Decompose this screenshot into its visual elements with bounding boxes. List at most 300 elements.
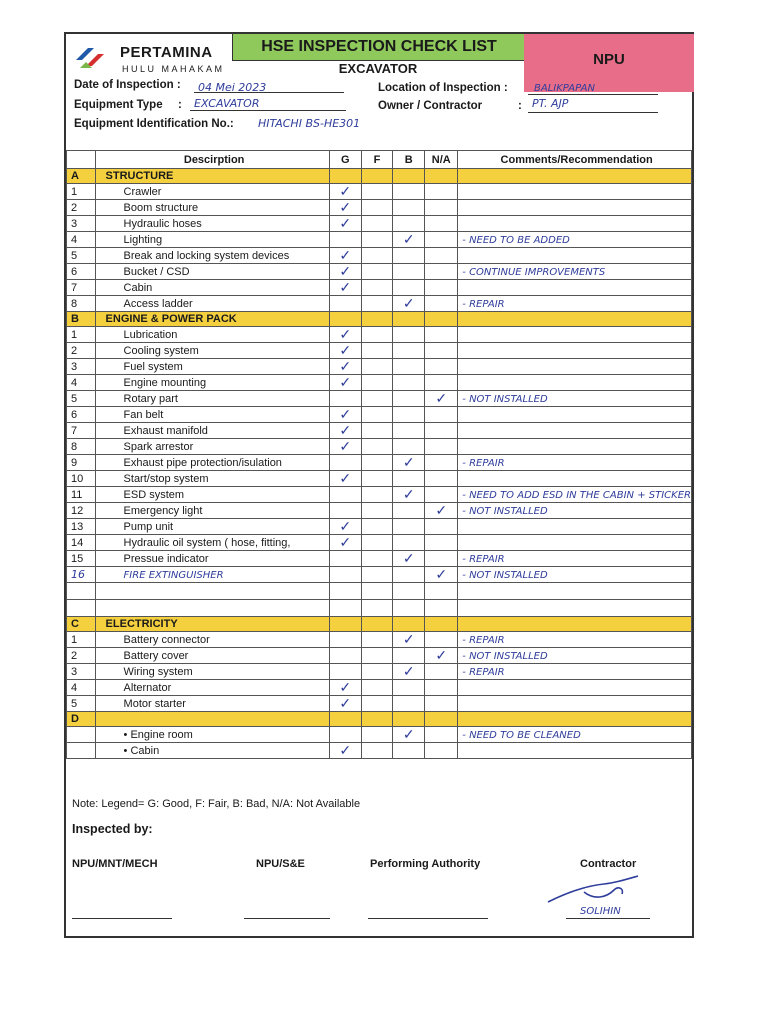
row-number	[67, 600, 96, 617]
table-row	[67, 583, 692, 600]
rating-cell-na[interactable]	[425, 567, 458, 583]
rating-cell-b[interactable]	[393, 583, 425, 600]
row-description	[95, 600, 329, 617]
rating-cell-f[interactable]	[361, 264, 392, 280]
section-filler-cell	[361, 617, 392, 632]
table-row	[67, 407, 692, 423]
table-row	[67, 232, 692, 248]
row-description-text: Fuel system	[123, 360, 183, 373]
rating-cell-g[interactable]	[329, 439, 361, 455]
rating-cell-g[interactable]	[329, 391, 361, 407]
rating-cell-na[interactable]	[425, 632, 458, 648]
table-row	[67, 503, 692, 519]
equipment-id-value: HITACHI BS-HE301	[258, 117, 361, 130]
check-mark-icon: ✓	[339, 422, 352, 438]
check-mark-icon: ✓	[339, 326, 352, 342]
rating-cell-b[interactable]	[393, 423, 425, 439]
row-comment[interactable]	[458, 487, 692, 503]
row-comment[interactable]	[458, 567, 692, 583]
rating-cell-na[interactable]	[425, 391, 458, 407]
rating-cell-b[interactable]	[393, 296, 425, 312]
row-comment[interactable]	[458, 664, 692, 680]
row-description	[95, 407, 329, 423]
rating-cell-na[interactable]	[425, 664, 458, 680]
row-description	[95, 583, 329, 600]
table-row	[67, 264, 692, 280]
row-description-text: Cabin	[123, 281, 153, 294]
row-description-text: • Engine room	[123, 728, 193, 741]
rating-cell-f[interactable]	[361, 280, 392, 296]
row-number: 10	[67, 471, 96, 487]
rating-cell-g[interactable]	[329, 535, 361, 551]
row-description	[95, 264, 329, 280]
table-row	[67, 600, 692, 617]
row-description	[95, 487, 329, 503]
check-mark-icon: ✓	[339, 358, 352, 374]
check-mark-icon: ✓	[339, 183, 352, 199]
table-row	[67, 743, 692, 759]
inspected-by-label: Inspected by:	[72, 822, 153, 836]
rating-cell-g[interactable]	[329, 280, 361, 296]
row-comment[interactable]	[458, 696, 692, 712]
rating-cell-b[interactable]	[393, 648, 425, 664]
row-comment[interactable]	[458, 343, 692, 359]
rating-cell-g[interactable]	[329, 471, 361, 487]
rating-cell-na[interactable]	[425, 423, 458, 439]
rating-cell-f[interactable]	[361, 487, 392, 503]
rating-cell-g[interactable]	[329, 664, 361, 680]
check-mark-icon: ✓	[339, 438, 352, 454]
owner-field[interactable]	[528, 94, 658, 113]
row-description-text: Lighting	[123, 233, 163, 246]
row-number: 16	[67, 567, 96, 583]
row-description-text: Boom structure	[123, 201, 199, 214]
rating-cell-na[interactable]	[425, 600, 458, 617]
row-number: 3	[67, 216, 96, 232]
rating-cell-b[interactable]	[393, 600, 425, 617]
row-comment-text: - REPAIR	[462, 553, 505, 565]
company-subname: HULU MAHAKAM	[122, 64, 225, 74]
row-number: 7	[67, 423, 96, 439]
rating-cell-b[interactable]	[393, 327, 425, 343]
section-filler-cell	[458, 617, 692, 632]
row-number: 5	[67, 696, 96, 712]
signature-line-performing-authority[interactable]	[368, 918, 488, 919]
rating-cell-b[interactable]	[393, 200, 425, 216]
row-description	[95, 680, 329, 696]
row-comment[interactable]	[458, 216, 692, 232]
row-description	[95, 664, 329, 680]
table-row	[67, 216, 692, 232]
rating-cell-na[interactable]	[425, 439, 458, 455]
row-number: 13	[67, 519, 96, 535]
rating-cell-b[interactable]	[393, 359, 425, 375]
check-mark-icon: ✓	[435, 502, 448, 518]
row-comment[interactable]	[458, 680, 692, 696]
form-title: HSE INSPECTION CHECK LIST	[232, 34, 526, 61]
rating-cell-g[interactable]	[329, 359, 361, 375]
row-comment[interactable]	[458, 407, 692, 423]
row-description-text: Access ladder	[123, 297, 193, 310]
rating-cell-f[interactable]	[361, 632, 392, 648]
row-number	[67, 727, 96, 743]
rating-cell-g[interactable]	[329, 648, 361, 664]
row-comment[interactable]	[458, 248, 692, 264]
rating-cell-b[interactable]	[393, 375, 425, 391]
rating-cell-f[interactable]	[361, 471, 392, 487]
row-description	[95, 551, 329, 567]
check-mark-icon: ✓	[339, 199, 352, 215]
row-comment-text: - NOT INSTALLED	[462, 393, 548, 405]
rating-cell-na[interactable]	[425, 200, 458, 216]
rating-cell-na[interactable]	[425, 280, 458, 296]
section-header-row	[67, 617, 692, 632]
rating-cell-f[interactable]	[361, 248, 392, 264]
rating-cell-na[interactable]	[425, 696, 458, 712]
rating-cell-f[interactable]	[361, 184, 392, 200]
rating-cell-b[interactable]	[393, 471, 425, 487]
rating-cell-b[interactable]	[393, 535, 425, 551]
row-comment[interactable]	[458, 632, 692, 648]
row-comment[interactable]	[458, 296, 692, 312]
rating-cell-g[interactable]	[329, 567, 361, 583]
row-number: 1	[67, 327, 96, 343]
rating-cell-f[interactable]	[361, 343, 392, 359]
row-description	[95, 455, 329, 471]
row-number: 6	[67, 407, 96, 423]
rating-cell-f[interactable]	[361, 216, 392, 232]
rating-cell-f[interactable]	[361, 680, 392, 696]
rating-cell-f[interactable]	[361, 439, 392, 455]
rating-cell-g[interactable]	[329, 583, 361, 600]
rating-cell-na[interactable]	[425, 648, 458, 664]
table-row	[67, 727, 692, 743]
section-filler-cell	[329, 617, 361, 632]
rating-cell-f[interactable]	[361, 359, 392, 375]
rating-cell-b[interactable]	[393, 567, 425, 583]
rating-cell-g[interactable]	[329, 232, 361, 248]
row-description-text: Emergency light	[123, 504, 203, 517]
row-comment[interactable]	[458, 519, 692, 535]
signature-line-npu-se[interactable]	[244, 918, 330, 919]
inspection-sheet	[64, 32, 694, 938]
signature-line-npu-mnt-mech[interactable]	[72, 918, 172, 919]
rating-cell-na[interactable]	[425, 727, 458, 743]
section-code: A	[67, 169, 96, 184]
row-description-text: Lubrication	[123, 328, 178, 341]
row-comment[interactable]	[458, 439, 692, 455]
rating-cell-b[interactable]	[393, 248, 425, 264]
check-mark-icon: ✓	[435, 647, 448, 663]
date-label: Date of Inspection :	[74, 79, 181, 91]
rating-cell-b[interactable]	[393, 407, 425, 423]
signature-line-contractor[interactable]	[566, 918, 650, 919]
legend-note: Note: Legend= G: Good, F: Fair, B: Bad, N/A: Not Available	[72, 798, 361, 810]
rating-cell-b[interactable]	[393, 680, 425, 696]
rating-cell-g[interactable]	[329, 407, 361, 423]
rating-cell-b[interactable]	[393, 632, 425, 648]
owner-value: PT. AJP	[532, 97, 569, 110]
rating-cell-g[interactable]	[329, 296, 361, 312]
row-comment[interactable]	[458, 743, 692, 759]
row-comment-text: - REPAIR	[462, 457, 505, 469]
rating-cell-b[interactable]	[393, 743, 425, 759]
rating-cell-na[interactable]	[425, 519, 458, 535]
row-comment[interactable]	[458, 535, 692, 551]
row-comment-text: - CONTINUE IMPROVEMENTS	[462, 266, 606, 278]
rating-cell-na[interactable]	[425, 248, 458, 264]
section-header-row	[67, 712, 692, 727]
rating-cell-f[interactable]	[361, 455, 392, 471]
row-description	[95, 567, 329, 583]
rating-cell-b[interactable]	[393, 551, 425, 567]
row-description-text: Cooling system	[123, 344, 199, 357]
rating-cell-f[interactable]	[361, 567, 392, 583]
rating-cell-na[interactable]	[425, 296, 458, 312]
rating-cell-na[interactable]	[425, 264, 458, 280]
section-filler-cell	[393, 712, 425, 727]
row-description	[95, 359, 329, 375]
rating-cell-b[interactable]	[393, 487, 425, 503]
header-cell: Comments/Recommendation	[458, 151, 692, 169]
row-comment-text: - NEED TO BE ADDED	[462, 234, 570, 246]
row-comment-text: - NEED TO ADD ESD IN THE CABIN + STICKER	[462, 489, 691, 501]
location-value: BALIKPAPAN	[534, 83, 596, 94]
rating-cell-g[interactable]	[329, 216, 361, 232]
row-description	[95, 343, 329, 359]
rating-cell-f[interactable]	[361, 743, 392, 759]
row-number: 3	[67, 664, 96, 680]
rating-cell-g[interactable]	[329, 696, 361, 712]
table-row	[67, 551, 692, 567]
rating-cell-na[interactable]	[425, 455, 458, 471]
rating-cell-g[interactable]	[329, 519, 361, 535]
signatory-npu-mnt-mech: NPU/MNT/MECH	[72, 858, 158, 870]
rating-cell-b[interactable]	[393, 232, 425, 248]
rating-cell-na[interactable]	[425, 343, 458, 359]
header-cell-no	[67, 151, 96, 169]
rating-cell-na[interactable]	[425, 551, 458, 567]
row-comment[interactable]	[458, 600, 692, 617]
rating-cell-g[interactable]	[329, 343, 361, 359]
row-number: 14	[67, 535, 96, 551]
row-description	[95, 216, 329, 232]
rating-cell-b[interactable]	[393, 439, 425, 455]
row-comment[interactable]	[458, 375, 692, 391]
rating-cell-f[interactable]	[361, 407, 392, 423]
row-comment[interactable]	[458, 583, 692, 600]
rating-cell-na[interactable]	[425, 407, 458, 423]
rating-cell-g[interactable]	[329, 455, 361, 471]
rating-cell-b[interactable]	[393, 280, 425, 296]
table-row	[67, 200, 692, 216]
rating-cell-na[interactable]	[425, 184, 458, 200]
unit-badge: NPU	[524, 34, 694, 92]
rating-cell-g[interactable]	[329, 264, 361, 280]
rating-cell-na[interactable]	[425, 583, 458, 600]
row-description	[95, 248, 329, 264]
row-description-text: Fan belt	[123, 408, 164, 421]
row-number: 9	[67, 455, 96, 471]
check-mark-icon: ✓	[339, 215, 352, 231]
rating-cell-g[interactable]	[329, 184, 361, 200]
section-filler-cell	[458, 169, 692, 184]
check-mark-icon: ✓	[339, 406, 352, 422]
row-comment[interactable]	[458, 184, 692, 200]
rating-cell-f[interactable]	[361, 200, 392, 216]
table-row	[67, 439, 692, 455]
rating-cell-g[interactable]	[329, 632, 361, 648]
rating-cell-b[interactable]	[393, 216, 425, 232]
row-comment[interactable]	[458, 727, 692, 743]
rating-cell-f[interactable]	[361, 232, 392, 248]
row-comment[interactable]	[458, 471, 692, 487]
rating-cell-f[interactable]	[361, 600, 392, 617]
row-description	[95, 471, 329, 487]
rating-cell-b[interactable]	[393, 519, 425, 535]
rating-cell-f[interactable]	[361, 551, 392, 567]
row-comment[interactable]	[458, 551, 692, 567]
row-comment[interactable]	[458, 327, 692, 343]
row-number: 6	[67, 264, 96, 280]
row-comment[interactable]	[458, 455, 692, 471]
row-description-text: Rotary part	[123, 392, 178, 405]
row-comment[interactable]	[458, 423, 692, 439]
rating-cell-g[interactable]	[329, 327, 361, 343]
rating-cell-g[interactable]	[329, 600, 361, 617]
row-description-text: Pump unit	[123, 520, 174, 533]
rating-cell-na[interactable]	[425, 375, 458, 391]
rating-cell-f[interactable]	[361, 535, 392, 551]
signatory-contractor: Contractor	[580, 858, 637, 870]
rating-cell-f[interactable]	[361, 696, 392, 712]
rating-cell-na[interactable]	[425, 680, 458, 696]
section-filler-cell	[361, 712, 392, 727]
row-description-text: Start/stop system	[123, 472, 209, 485]
check-mark-icon: ✓	[339, 263, 352, 279]
rating-cell-f[interactable]	[361, 423, 392, 439]
rating-cell-g[interactable]	[329, 423, 361, 439]
row-number: 7	[67, 280, 96, 296]
row-description-text	[100, 602, 124, 614]
rating-cell-f[interactable]	[361, 519, 392, 535]
rating-cell-f[interactable]	[361, 727, 392, 743]
row-number: 3	[67, 359, 96, 375]
rating-cell-b[interactable]	[393, 664, 425, 680]
date-field[interactable]	[194, 78, 344, 93]
row-number: 8	[67, 296, 96, 312]
signatory-npu-se: NPU/S&E	[256, 858, 305, 870]
rating-cell-f[interactable]	[361, 327, 392, 343]
row-description-text: Battery connector	[123, 633, 210, 646]
rating-cell-b[interactable]	[393, 184, 425, 200]
check-mark-icon: ✓	[339, 518, 352, 534]
row-description	[95, 648, 329, 664]
rating-cell-na[interactable]	[425, 471, 458, 487]
rating-cell-f[interactable]	[361, 503, 392, 519]
rating-cell-f[interactable]	[361, 296, 392, 312]
rating-cell-b[interactable]	[393, 343, 425, 359]
rating-cell-g[interactable]	[329, 727, 361, 743]
row-comment[interactable]	[458, 280, 692, 296]
section-title	[95, 712, 329, 727]
rating-cell-g[interactable]	[329, 487, 361, 503]
row-description-text: Crawler	[123, 185, 162, 198]
rating-cell-b[interactable]	[393, 391, 425, 407]
row-comment-text: - NOT INSTALLED	[462, 505, 548, 517]
rating-cell-g[interactable]	[329, 248, 361, 264]
rating-cell-na[interactable]	[425, 327, 458, 343]
row-description	[95, 296, 329, 312]
rating-cell-f[interactable]	[361, 375, 392, 391]
rating-cell-g[interactable]	[329, 551, 361, 567]
table-row	[67, 567, 692, 583]
rating-cell-b[interactable]	[393, 696, 425, 712]
header-cell: F	[361, 151, 392, 169]
row-comment[interactable]	[458, 200, 692, 216]
section-filler-cell	[329, 169, 361, 184]
section-filler-cell	[458, 712, 692, 727]
contractor-name: SOLIHIN	[580, 906, 621, 917]
rating-cell-g[interactable]	[329, 743, 361, 759]
row-comment[interactable]	[458, 503, 692, 519]
row-comment-text: - NEED TO BE CLEANED	[462, 729, 581, 741]
row-comment[interactable]	[458, 391, 692, 407]
location-field[interactable]	[528, 78, 658, 95]
row-description-text: Exhaust manifold	[123, 424, 208, 437]
row-comment[interactable]	[458, 648, 692, 664]
equipment-type-field[interactable]	[190, 94, 346, 111]
rating-cell-na[interactable]	[425, 535, 458, 551]
rating-cell-na[interactable]	[425, 216, 458, 232]
rating-cell-g[interactable]	[329, 200, 361, 216]
rating-cell-na[interactable]	[425, 359, 458, 375]
check-mark-icon: ✓	[402, 550, 415, 566]
rating-cell-b[interactable]	[393, 503, 425, 519]
section-filler-cell	[361, 169, 392, 184]
date-value: 04 Mei 2023	[198, 81, 267, 94]
row-comment[interactable]	[458, 232, 692, 248]
rating-cell-g[interactable]	[329, 375, 361, 391]
rating-cell-g[interactable]	[329, 503, 361, 519]
rating-cell-na[interactable]	[425, 232, 458, 248]
row-description	[95, 280, 329, 296]
section-header-row	[67, 312, 692, 327]
row-number: 15	[67, 551, 96, 567]
rating-cell-na[interactable]	[425, 503, 458, 519]
rating-cell-f[interactable]	[361, 391, 392, 407]
row-description	[95, 391, 329, 407]
rating-cell-b[interactable]	[393, 264, 425, 280]
row-description-text: Exhaust pipe protection/isulation	[123, 456, 282, 469]
section-filler-cell	[425, 617, 458, 632]
row-number: 12	[67, 503, 96, 519]
row-comment[interactable]	[458, 264, 692, 280]
rating-cell-f[interactable]	[361, 583, 392, 600]
equipment-id-field[interactable]	[258, 114, 388, 130]
header-cell: B	[393, 151, 425, 169]
rating-cell-f[interactable]	[361, 648, 392, 664]
rating-cell-b[interactable]	[393, 455, 425, 471]
row-comment-text: - REPAIR	[462, 298, 505, 310]
rating-cell-b[interactable]	[393, 727, 425, 743]
check-mark-icon: ✓	[339, 742, 352, 758]
rating-cell-na[interactable]	[425, 487, 458, 503]
rating-cell-na[interactable]	[425, 743, 458, 759]
rating-cell-f[interactable]	[361, 664, 392, 680]
rating-cell-g[interactable]	[329, 680, 361, 696]
row-comment[interactable]	[458, 359, 692, 375]
